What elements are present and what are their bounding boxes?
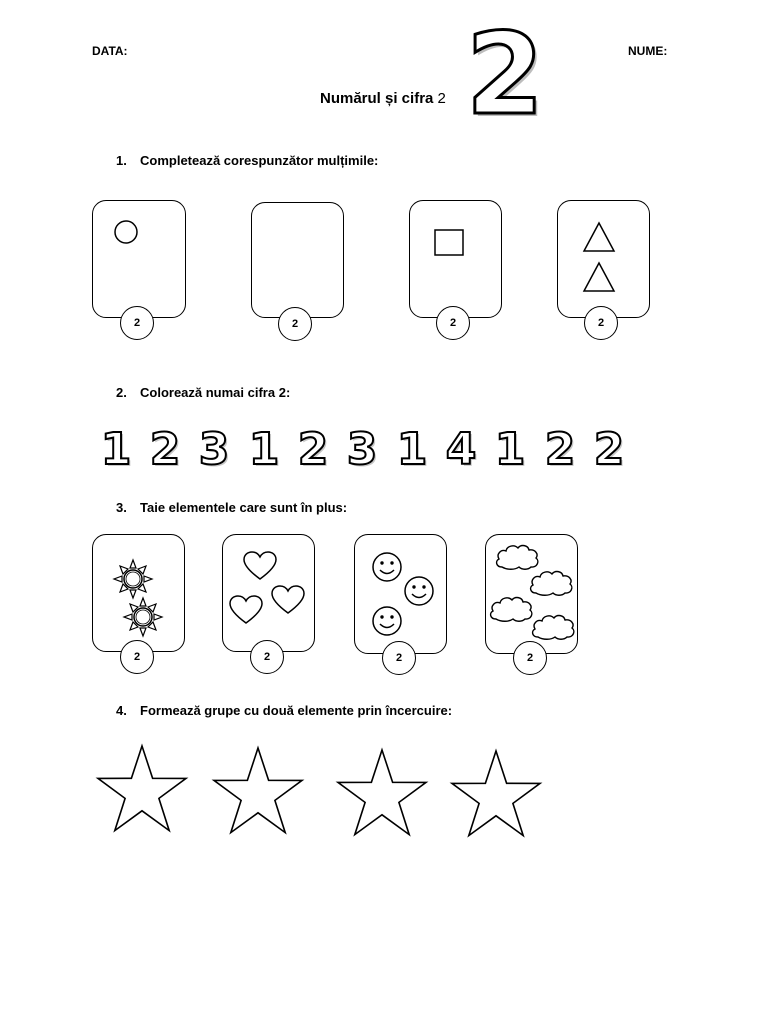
smiley-icon[interactable] xyxy=(371,605,403,637)
date-label: DATA: xyxy=(92,44,128,58)
outline-digit[interactable]: 2 xyxy=(544,424,576,475)
count-badge: 2 xyxy=(120,640,154,674)
task-text: Taie elementele care sunt în plus: xyxy=(140,500,348,515)
task-number: 4. xyxy=(116,703,127,718)
square-icon xyxy=(434,229,466,257)
cloud-icon[interactable] xyxy=(530,613,576,641)
set-card[interactable] xyxy=(251,202,344,318)
outline-digit[interactable]: 3 xyxy=(346,424,378,475)
title-text: Numărul și cifra xyxy=(320,90,434,107)
set-card xyxy=(92,200,186,318)
smiley-icon[interactable] xyxy=(403,575,435,607)
outline-digit[interactable]: 1 xyxy=(100,424,132,475)
star-icon[interactable] xyxy=(96,744,188,834)
set-card xyxy=(557,200,650,318)
name-label: NUME: xyxy=(628,44,668,58)
count-badge: 2 xyxy=(120,306,154,340)
outline-digit[interactable]: 4 xyxy=(445,424,477,475)
count-badge: 2 xyxy=(278,307,312,341)
title-digit: 2 xyxy=(437,90,446,107)
cloud-icon[interactable] xyxy=(528,569,574,597)
task-number: 3. xyxy=(116,500,127,515)
task-number: 1. xyxy=(116,153,127,168)
outline-digit[interactable]: 1 xyxy=(248,424,280,475)
task-1-instruction xyxy=(116,153,378,168)
star-icon[interactable] xyxy=(336,748,428,838)
big-digit-two: 2 xyxy=(466,10,544,140)
count-badge: 2 xyxy=(382,641,416,675)
outline-digit[interactable]: 1 xyxy=(396,424,428,475)
count-badge: 2 xyxy=(584,306,618,340)
circle-icon xyxy=(113,219,139,245)
count-badge: 2 xyxy=(513,641,547,675)
heart-icon[interactable] xyxy=(271,585,305,615)
triangle-icon xyxy=(582,221,616,253)
page-title xyxy=(320,90,446,107)
outline-digit[interactable]: 2 xyxy=(297,424,329,475)
cloud-icon[interactable] xyxy=(494,543,540,571)
star-icon[interactable] xyxy=(212,746,304,836)
task-text: Formează grupe cu două elemente prin încercuire: xyxy=(140,703,453,718)
count-badge: 2 xyxy=(436,306,470,340)
task-2-instruction xyxy=(116,385,290,400)
set-card xyxy=(409,200,502,318)
count-badge: 2 xyxy=(250,640,284,674)
set-card xyxy=(485,534,578,654)
cloud-icon[interactable] xyxy=(488,595,534,623)
outline-digit[interactable]: 2 xyxy=(593,424,625,475)
set-card xyxy=(92,534,185,652)
triangle-icon xyxy=(582,261,616,293)
task-4-instruction xyxy=(116,703,452,718)
task-text: Colorează numai cifra 2: xyxy=(140,385,291,400)
outline-digit[interactable]: 3 xyxy=(198,424,230,475)
heart-icon[interactable] xyxy=(243,551,277,581)
task-number: 2. xyxy=(116,385,127,400)
outline-digit[interactable]: 1 xyxy=(494,424,526,475)
sun-icon[interactable] xyxy=(121,595,165,639)
outline-digit[interactable]: 2 xyxy=(149,424,181,475)
task-text: Completează corespunzător mulțimile: xyxy=(140,153,379,168)
star-icon[interactable] xyxy=(450,749,542,839)
task-3-instruction xyxy=(116,500,347,515)
smiley-icon[interactable] xyxy=(371,551,403,583)
set-card xyxy=(222,534,315,652)
set-card xyxy=(354,534,447,654)
heart-icon[interactable] xyxy=(229,595,263,625)
